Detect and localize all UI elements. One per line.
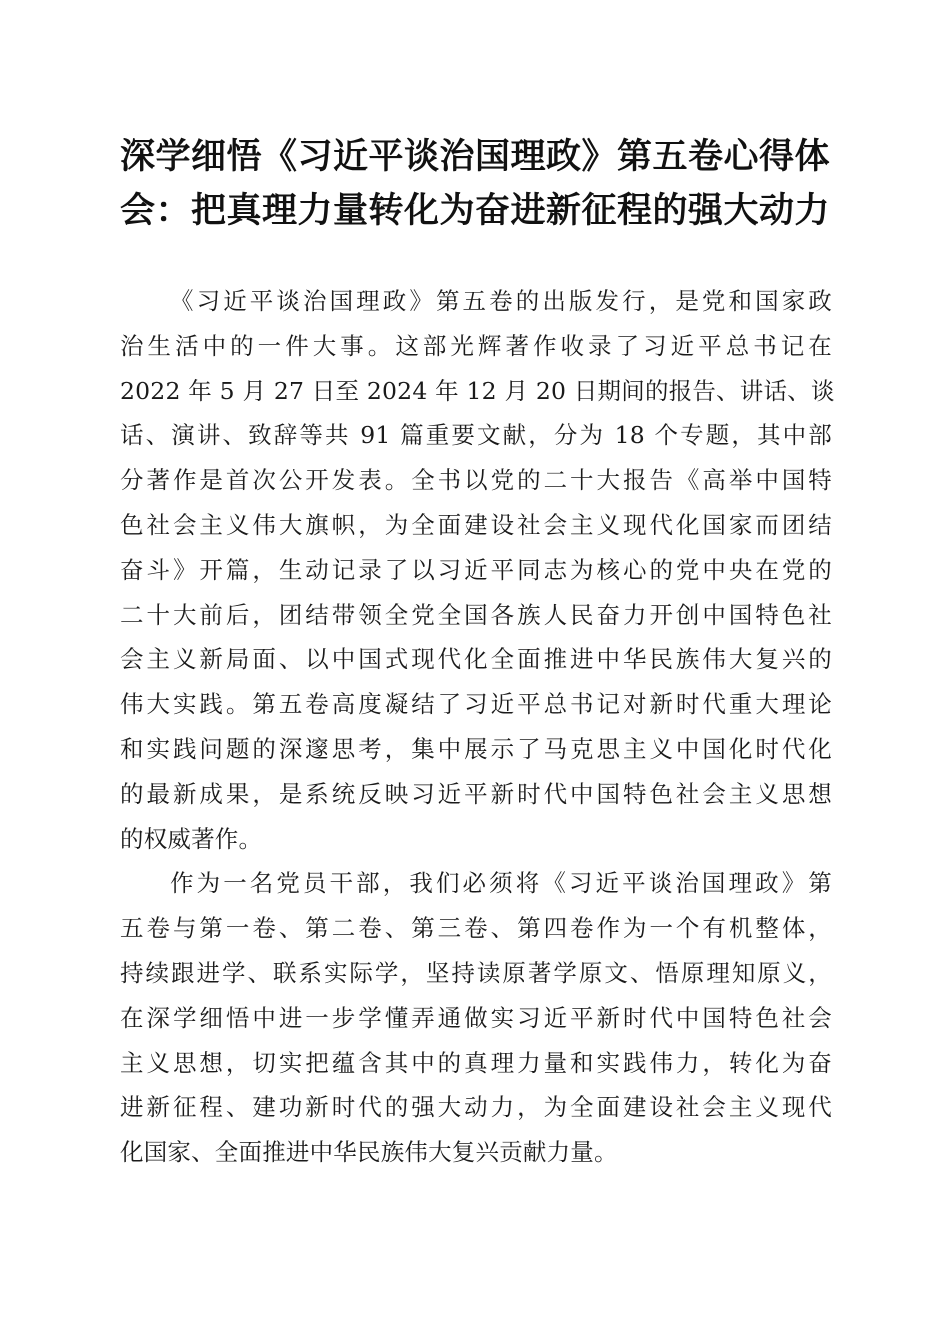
paragraph-line: 的最新成果，是系统反映习近平新时代中国特色社会主义思想 [120, 779, 832, 808]
paragraph-line: 五卷与第一卷、第二卷、第三卷、第四卷作为一个有机整体， [120, 914, 832, 943]
title-line: 深学细悟《习近平谈治国理政》第五卷心得体 [120, 136, 831, 177]
paragraph-line: 色社会主义伟大旗帜，为全面建设社会主义现代化国家而团结 [120, 510, 832, 539]
paragraph-2 [120, 861, 832, 1175]
paragraph-line: 《习近平谈治国理政》第五卷的出版发行，是党和国家政 [170, 287, 832, 315]
paragraph-line: 治生活中的一件大事。这部光辉著作收录了习近平总书记在 [120, 331, 832, 360]
paragraph-1 [120, 279, 835, 861]
paragraph-line: 2022 年 5 月 27 日至 2024 年 12 月 20 日期间的报告、讲话、谈 [120, 376, 835, 405]
paragraph-line: 化国家、全面推进中华民族伟大复兴贡献力量。 [120, 1138, 618, 1167]
paragraph-line: 和实践问题的深邃思考，集中展示了马克思主义中国化时代化 [120, 734, 832, 763]
paragraph-line: 在深学细悟中进一步学懂弄通做实习近平新时代中国特色社会 [120, 1003, 832, 1032]
paragraph-line: 二十大前后，团结带领全党全国各族人民奋力开创中国特色社 [120, 600, 832, 629]
paragraph-line: 会主义新局面、以中国式现代化全面推进中华民族伟大复兴的 [120, 645, 832, 674]
paragraph-line: 奋斗》开篇，生动记录了以习近平同志为核心的党中央在党的 [120, 555, 832, 584]
paragraph-line: 伟大实践。第五卷高度凝结了习近平总书记对新时代重大理论 [120, 690, 832, 719]
paragraph-line: 主义思想，切实把蕴含其中的真理力量和实践伟力，转化为奋 [120, 1048, 832, 1077]
document-title [120, 130, 832, 238]
title-line: 会：把真理力量转化为奋进新征程的强大动力 [120, 190, 831, 231]
paragraph-line: 持续跟进学、联系实际学，坚持读原著学原文、悟原理知原义， [120, 958, 832, 987]
paragraph-line: 的权威著作。 [120, 824, 263, 853]
paragraph-line: 话、演讲、致辞等共 91 篇重要文献，分为 18 个专题，其中部 [120, 421, 832, 450]
paragraph-line: 作为一名党员干部，我们必须将《习近平谈治国理政》第 [170, 869, 832, 898]
paragraph-line: 进新征程、建功新时代的强大动力，为全面建设社会主义现代 [120, 1093, 832, 1122]
document-body [120, 279, 835, 1175]
paragraph-line: 分著作是首次公开发表。全书以党的二十大报告《高举中国特 [120, 466, 832, 495]
